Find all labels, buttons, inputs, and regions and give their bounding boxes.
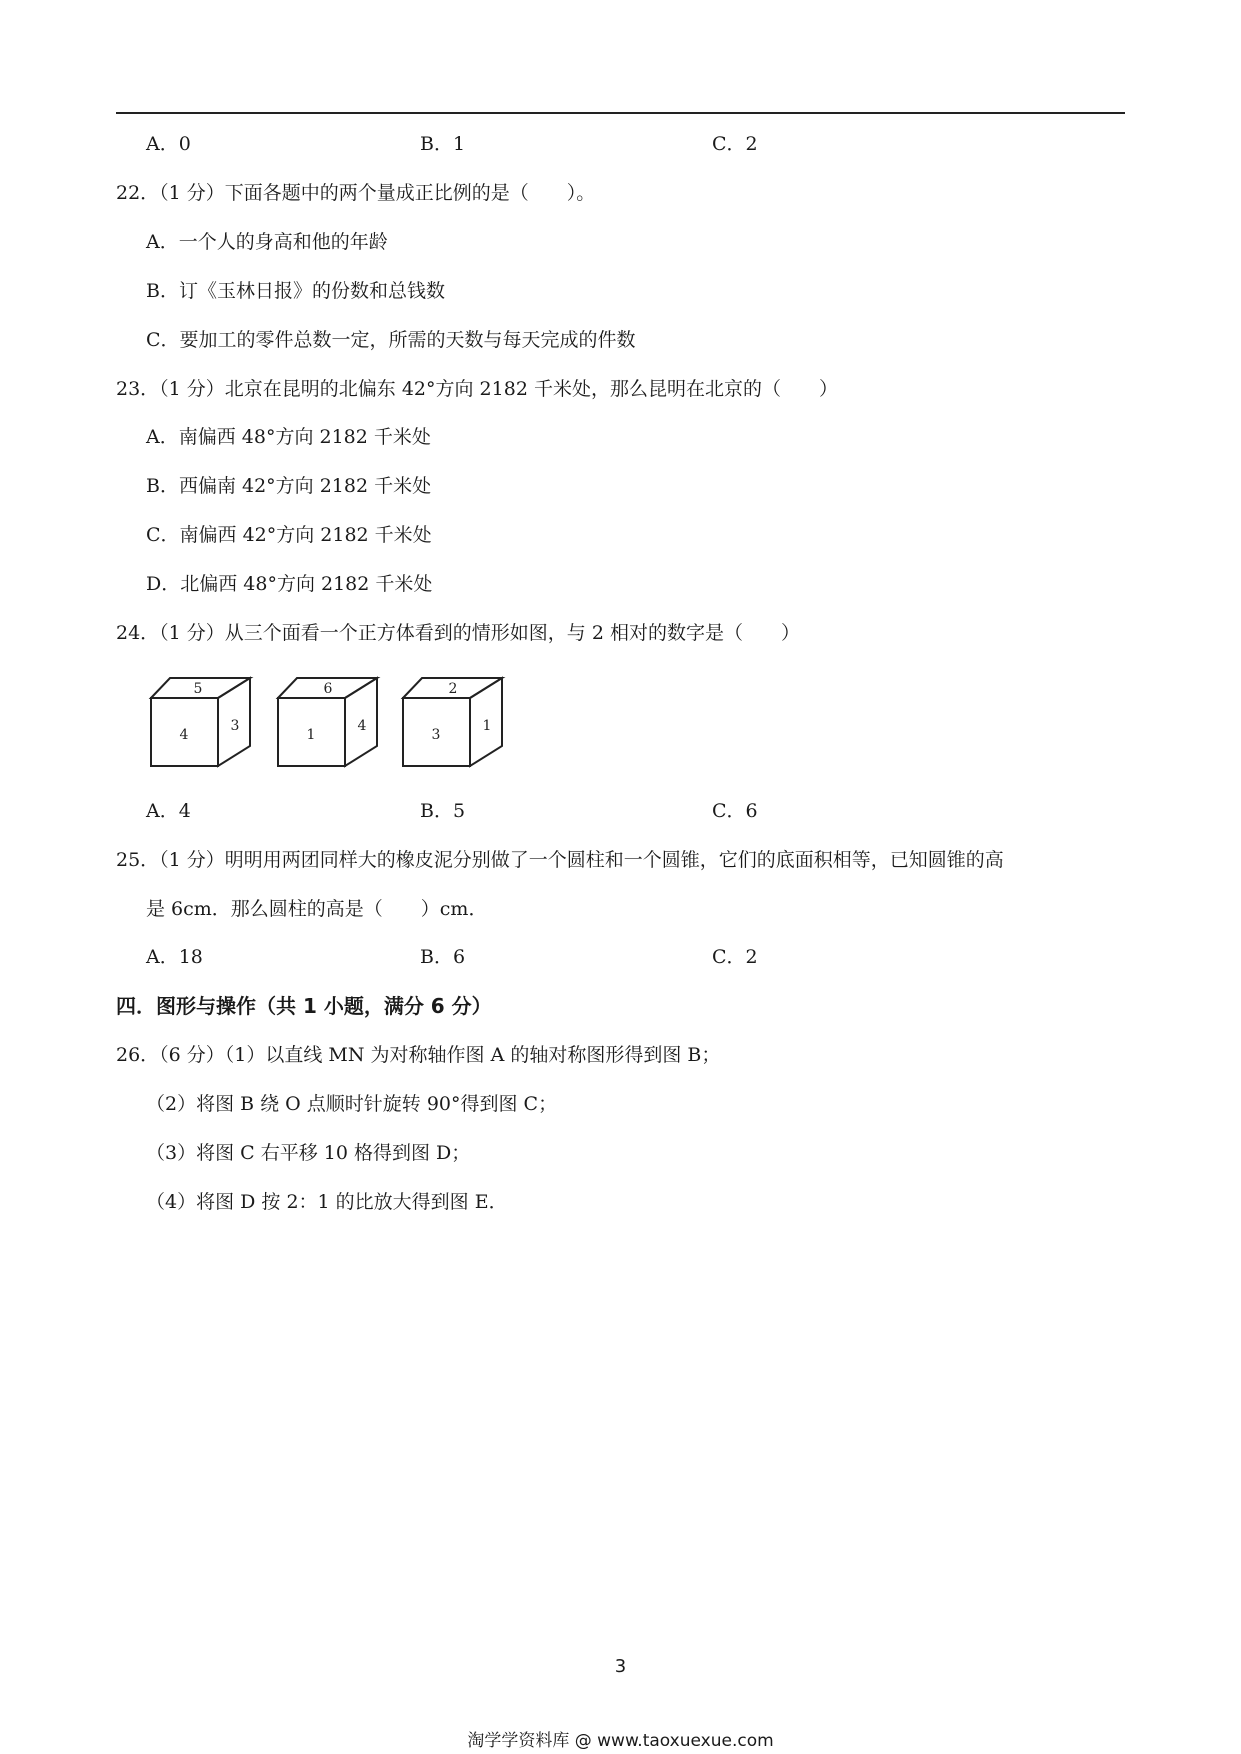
q25-option-b: B．6 bbox=[420, 946, 466, 968]
cube2-front-label: 1 bbox=[306, 727, 316, 743]
q23-option-c: C．南偏西 42°方向 2182 千米处 bbox=[146, 524, 432, 546]
q24-option-c: C．6 bbox=[712, 800, 758, 822]
cube3-side-label: 1 bbox=[482, 718, 492, 734]
footer-watermark: 淘学学资料库 @ www.taoxuexue.com bbox=[467, 1731, 774, 1751]
page-number: 3 bbox=[614, 1656, 627, 1677]
q26-part-2: （2）将图 B 绕 O 点顺时针旋转 90°得到图 C； bbox=[146, 1093, 558, 1115]
cube2-top-label: 6 bbox=[323, 681, 333, 697]
cube1-front-label: 4 bbox=[179, 727, 189, 743]
cube1-top-label: 5 bbox=[193, 681, 203, 697]
cube-figure-1 bbox=[148, 676, 256, 774]
q22-option-b: B．订《玉林日报》的份数和总钱数 bbox=[146, 280, 445, 302]
q21-option-a: A．0 bbox=[146, 133, 191, 155]
cube-figure-3 bbox=[400, 676, 508, 774]
cube1-side-label: 3 bbox=[230, 718, 240, 734]
q22-stem: 22．（1 分）下面各题中的两个量成正比例的是（ ）。 bbox=[116, 182, 596, 204]
q25-stem-line1: 25．（1 分）明明用两团同样大的橡皮泥分别做了一个圆柱和一个圆锥，它们的底面积相等，已知圆锥的高 bbox=[116, 849, 1004, 871]
cube3-front-label: 3 bbox=[431, 727, 441, 743]
q26-part-4: （4）将图 D 按 2：1 的比放大得到图 E． bbox=[146, 1191, 508, 1213]
q24-option-b: B．5 bbox=[420, 800, 466, 822]
q23-option-d: D．北偏西 48°方向 2182 千米处 bbox=[146, 573, 433, 595]
cube2-side-label: 4 bbox=[357, 718, 367, 734]
header-rule bbox=[116, 112, 1125, 114]
q22-option-c: C．要加工的零件总数一定，所需的天数与每天完成的件数 bbox=[146, 329, 636, 351]
q25-option-c: C．2 bbox=[712, 946, 758, 968]
q23-stem: 23．（1 分）北京在昆明的北偏东 42°方向 2182 千米处，那么昆明在北京的（ ） bbox=[116, 378, 838, 400]
q22-option-a: A．一个人的身高和他的年龄 bbox=[146, 231, 388, 253]
q24-stem: 24．（1 分）从三个面看一个正方体看到的情形如图，与 2 相对的数字是（ ） bbox=[116, 622, 800, 644]
cube3-top-label: 2 bbox=[448, 681, 458, 697]
q24-option-a: A．4 bbox=[146, 800, 191, 822]
q23-option-a: A．南偏西 48°方向 2182 千米处 bbox=[146, 426, 431, 448]
q21-option-b: B．1 bbox=[420, 133, 466, 155]
q25-stem-line2: 是 6cm．那么圆柱的高是（ ）cm． bbox=[146, 898, 488, 920]
section-4-title: 四．图形与操作（共 1 小题，满分 6 分） bbox=[116, 994, 492, 1018]
q21-option-c: C．2 bbox=[712, 133, 758, 155]
q25-option-a: A．18 bbox=[146, 946, 203, 968]
cube-figure-2 bbox=[275, 676, 383, 774]
q26-stem: 26．（6 分）（1）以直线 MN 为对称轴作图 A 的轴对称图形得到图 B； bbox=[116, 1044, 721, 1066]
q23-option-b: B．西偏南 42°方向 2182 千米处 bbox=[146, 475, 432, 497]
q26-part-3: （3）将图 C 右平移 10 格得到图 D； bbox=[146, 1142, 471, 1164]
